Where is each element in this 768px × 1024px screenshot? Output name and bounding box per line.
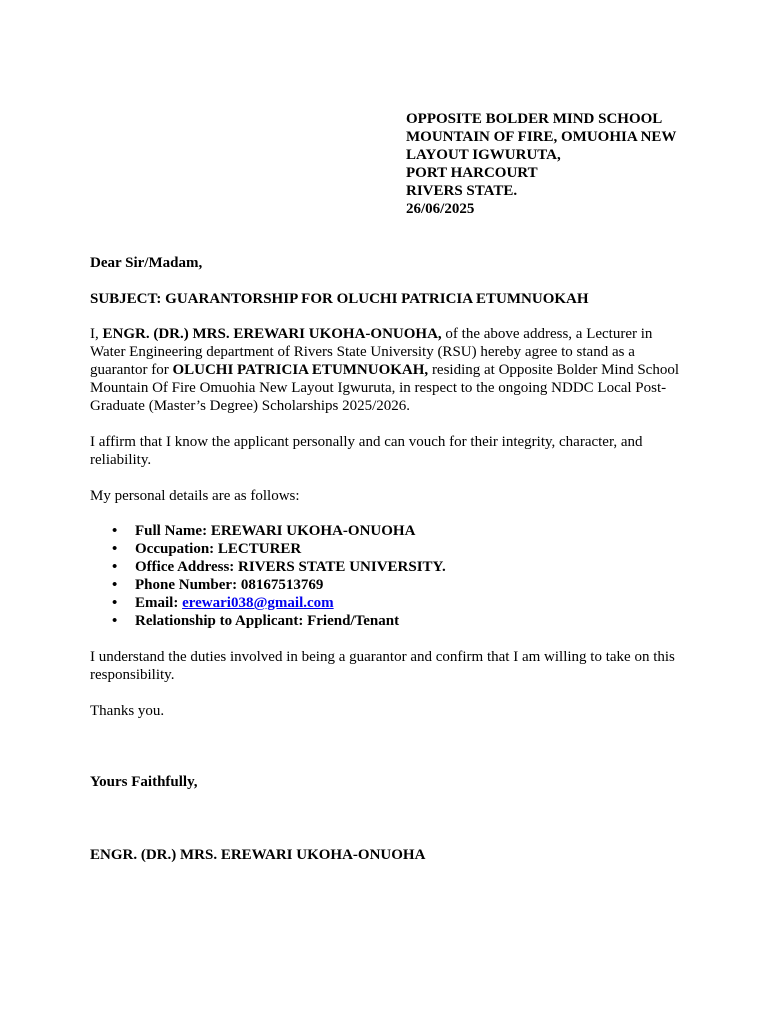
intro-prefix: I, <box>90 326 103 342</box>
detail-occupation: Occupation: LECTURER <box>135 541 302 557</box>
list-item <box>90 522 690 540</box>
bullet-icon: • <box>112 577 118 593</box>
bullet-icon: • <box>112 541 118 557</box>
email-link[interactable]: erewari038@gmail.com <box>182 595 334 611</box>
address-line: LAYOUT IGWURUTA, <box>406 147 561 163</box>
detail-email-label: Email: <box>135 595 183 611</box>
bullet-icon: • <box>112 613 118 629</box>
detail-office-address: Office Address: RIVERS STATE UNIVERSITY. <box>135 559 446 575</box>
subject-line: SUBJECT: GUARANTORSHIP FOR OLUCHI PATRICIA ETUMNUOKAH <box>90 291 589 307</box>
signature-name: ENGR. (DR.) MRS. EREWARI UKOHA-ONUOHA <box>90 847 426 863</box>
letter-date: 26/06/2025 <box>406 201 475 217</box>
intro-text-1: of the above address, a Lecturer in Water Engineering department of Rivers State University (RSU) hereby agree to stand as a guarantor for <box>90 326 653 378</box>
bullet-icon: • <box>112 559 118 575</box>
list-item <box>90 612 690 630</box>
sender-address <box>406 110 706 218</box>
personal-details-list <box>90 522 690 630</box>
affirmation-paragraph: I affirm that I know the applicant personally and can vouch for their integrity, character, and reliability. <box>90 434 643 468</box>
bullet-icon: • <box>112 595 118 611</box>
guarantor-name: ENGR. (DR.) MRS. EREWARI UKOHA-ONUOHA, <box>102 326 442 342</box>
list-item <box>90 594 690 612</box>
salutation: Dear Sir/Madam, <box>90 255 203 271</box>
list-item <box>90 558 690 576</box>
details-intro: My personal details are as follows: <box>90 488 300 504</box>
closing-line: Yours Faithfully, <box>90 774 198 790</box>
detail-full-name: Full Name: EREWARI UKOHA-ONUOHA <box>135 523 416 539</box>
understanding-paragraph: I understand the duties involved in being a guarantor and confirm that I am willing to take on this responsibility. <box>90 649 675 683</box>
address-line: OPPOSITE BOLDER MIND SCHOOL <box>406 111 663 127</box>
intro-paragraph <box>90 325 690 415</box>
intro-text-2: residing at Opposite Bolder Mind School Mountain Of Fire Omuohia New Layout Igwuruta, in respect to the ongoing NDDC Local Post-Graduate (Master’s Degree) Scholarships 2025/2026. <box>90 362 679 414</box>
thanks-line: Thanks you. <box>90 703 165 719</box>
bullet-icon: • <box>112 523 118 539</box>
list-item <box>90 576 690 594</box>
address-line: RIVERS STATE. <box>406 183 518 199</box>
address-line: MOUNTAIN OF FIRE, OMUOHIA NEW <box>406 129 677 145</box>
applicant-name: OLUCHI PATRICIA ETUMNUOKAH, <box>172 362 429 378</box>
detail-relationship: Relationship to Applicant: Friend/Tenant <box>135 613 400 629</box>
list-item <box>90 540 690 558</box>
address-line: PORT HARCOURT <box>406 165 538 181</box>
detail-phone: Phone Number: 08167513769 <box>135 577 324 593</box>
